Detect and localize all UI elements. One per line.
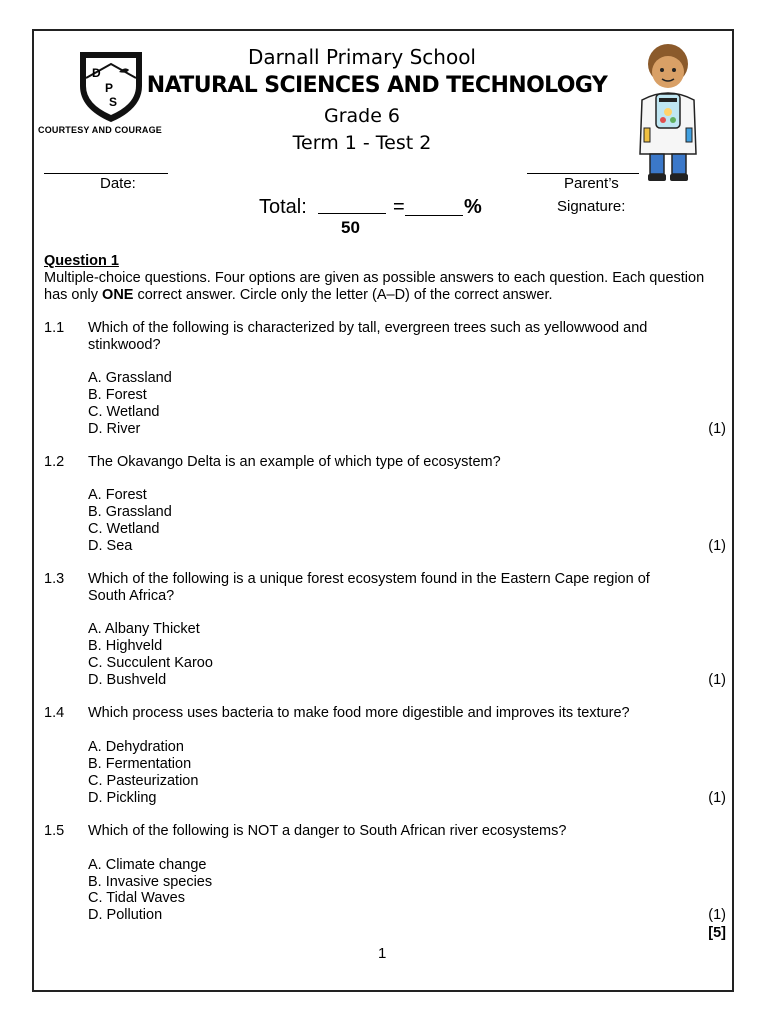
option-a[interactable]: A. Albany Thicket <box>88 621 200 637</box>
parent-label: Parent’s <box>564 175 619 192</box>
option-d[interactable]: D. Pollution <box>88 907 163 923</box>
question-number: 1.4 <box>44 705 65 721</box>
school-logo <box>78 50 144 124</box>
term-label: Term 1 - Test 2 <box>292 132 432 154</box>
question-mark: (1) <box>708 672 726 688</box>
logo-letter-p: P <box>105 81 114 95</box>
option-a[interactable]: A. Climate change <box>88 857 207 873</box>
date-line[interactable] <box>44 173 168 174</box>
question-mark: (1) <box>708 790 726 806</box>
subject-title: NATURAL SCIENCES AND TECHNOLOGY <box>146 73 608 98</box>
question-text: Which of the following is NOT a danger to South African river ecosystems? <box>88 823 567 839</box>
question-text: Which of the following is a unique forest ecosystem found in the Eastern Cape region of South Africa? <box>88 571 650 604</box>
question-number: 1.1 <box>44 320 65 336</box>
school-name: Darnall Primary School <box>248 45 476 69</box>
question-text: Which of the following is characterized by tall, evergreen trees such as yellowwood and stinkwood? <box>88 320 648 353</box>
question-title: Question 1 <box>44 253 119 269</box>
question-number: 1.2 <box>44 454 65 470</box>
option-a[interactable]: A. Dehydration <box>88 739 184 755</box>
total-label: Total: <box>259 196 307 218</box>
option-d[interactable]: D. Sea <box>88 538 133 554</box>
date-label: Date: <box>100 175 136 192</box>
question-instructions <box>44 270 716 304</box>
logo-letter-s: S <box>109 95 118 109</box>
question-text: The Okavango Delta is an example of which type of ecosystem? <box>88 454 501 470</box>
option-d[interactable]: D. Bushveld <box>88 672 167 688</box>
option-b[interactable]: B. Highveld <box>88 638 163 654</box>
option-d[interactable]: D. Pickling <box>88 790 157 806</box>
school-motto: COURTESY AND COURAGE <box>38 125 163 135</box>
option-c[interactable]: C. Pasteurization <box>88 773 199 789</box>
question-number: 1.3 <box>44 571 65 587</box>
option-b[interactable]: B. Invasive species <box>88 874 213 890</box>
page-number: 1 <box>378 945 387 962</box>
question-mark: (1) <box>708 538 726 554</box>
instructions-bold: ONE <box>102 287 134 303</box>
question-number: 1.5 <box>44 823 65 839</box>
logo-letter-d: D <box>92 66 101 80</box>
section-total: [5] <box>708 925 726 941</box>
option-b[interactable]: B. Forest <box>88 387 147 403</box>
parent-signature-line[interactable] <box>527 173 639 174</box>
option-b[interactable]: B. Grassland <box>88 504 172 520</box>
option-c[interactable]: C. Tidal Waves <box>88 890 185 906</box>
instructions-part-b: correct answer. Circle only the letter (A–D) of the correct answer. <box>133 287 553 303</box>
scientist-illustration <box>632 42 704 184</box>
option-c[interactable]: C. Wetland <box>88 521 160 537</box>
score-blank[interactable] <box>318 213 386 214</box>
instructions-part-a: Multiple-choice questions. Four options are given as possible answers to each question. Each question has only <box>44 270 705 303</box>
option-c[interactable]: C. Wetland <box>88 404 160 420</box>
question-mark: (1) <box>708 907 726 923</box>
option-d[interactable]: D. River <box>88 421 141 437</box>
question-mark: (1) <box>708 421 726 437</box>
total-denominator: 50 <box>341 218 360 237</box>
percent-sign: % <box>464 196 482 218</box>
option-a[interactable]: A. Grassland <box>88 370 172 386</box>
percent-blank[interactable] <box>405 215 463 216</box>
option-c[interactable]: C. Succulent Karoo <box>88 655 213 671</box>
total-equals: = <box>393 196 405 218</box>
option-a[interactable]: A. Forest <box>88 487 147 503</box>
option-b[interactable]: B. Fermentation <box>88 756 192 772</box>
signature-label: Signature: <box>557 198 626 215</box>
question-text: Which process uses bacteria to make food more digestible and improves its texture? <box>88 705 630 721</box>
grade-label: Grade 6 <box>323 105 401 127</box>
